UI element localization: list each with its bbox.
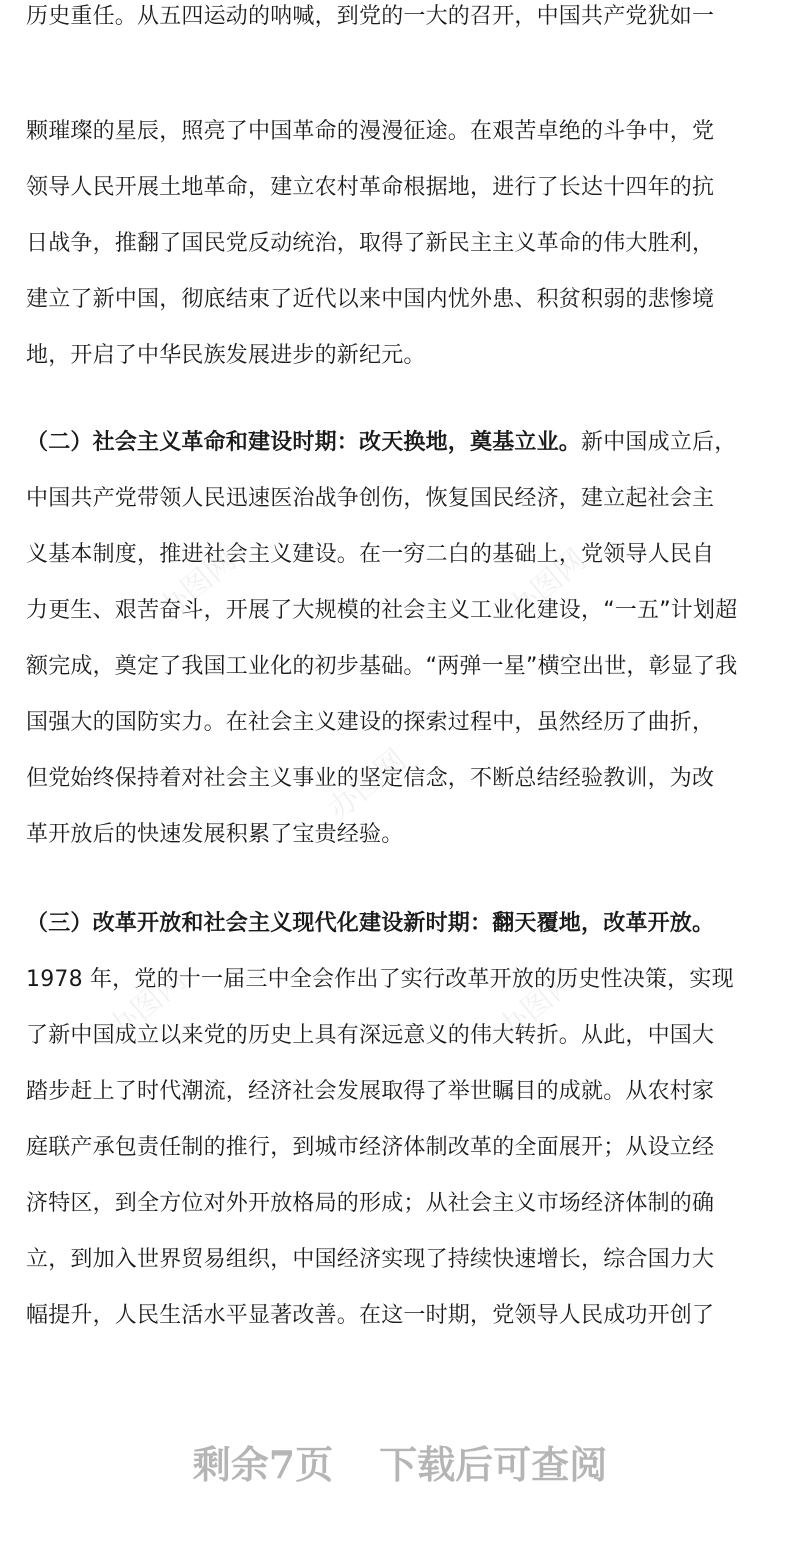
- watermark: 办图网: [151, 542, 243, 628]
- paragraph-line: 中国共产党带领人民迅速医治战争创伤，恢复国民经济，建立起社会主: [26, 486, 715, 511]
- watermark: 办图网: [321, 742, 413, 828]
- section-heading-line: [26, 428, 786, 458]
- paragraph-line: 了新中国成立以来党的历史上具有深远意义的伟大转折。从此，中国大: [26, 1023, 715, 1048]
- paragraph-line: 地，开启了中华民族发展进步的新纪元。: [26, 343, 426, 368]
- paragraph-line: 踏步赶上了时代潮流，经济社会发展取得了举世瞩目的成就。从农村家: [26, 1079, 715, 1104]
- paragraph-line: 济特区，到全方位对外开放格局的形成；从社会主义市场经济体制的确: [26, 1191, 715, 1216]
- paragraph-line: 额完成，奠定了我国工业化的初步基础。“两弹一星”横空出世，彰显了我: [26, 654, 738, 679]
- section-heading: （二）社会主义革命和建设时期：改天换地，奠基立业。: [26, 430, 582, 455]
- section-heading-line: [26, 909, 786, 939]
- paragraph-line: 1978 年，党的十一届三中全会作出了实行改革开放的历史性决策，实现: [26, 967, 734, 992]
- paragraph-line: 庭联产承包责任制的推行，到城市经济体制改革的全面展开；从设立经: [26, 1135, 715, 1160]
- paragraph-text: 新中国成立后，: [581, 430, 737, 455]
- remaining-pages-label: 剩余7页: [192, 1442, 334, 1487]
- paragraph-line: 但党始终保持着对社会主义事业的坚定信念，不断总结经验教训，为改: [26, 766, 715, 791]
- paragraph-line: 立，到加入世界贸易组织，中国经济实现了持续快速增长，综合国力大: [26, 1247, 715, 1272]
- section-heading: （三）改革开放和社会主义现代化建设新时期：翻天覆地，改革开放。: [26, 911, 715, 936]
- paragraph-line: 历史重任。从五四运动的呐喊，到党的一大的召开，中国共产党犹如一: [26, 4, 715, 29]
- paragraph-line: 义基本制度，推进社会主义建设。在一穷二白的基础上，党领导人民自: [26, 542, 715, 567]
- paragraph-line: 国强大的国防实力。在社会主义建设的探索过程中，虽然经历了曲折，: [26, 710, 715, 735]
- watermark: 办图网: [101, 962, 193, 1048]
- watermark: 办图网: [501, 542, 593, 628]
- paragraph-line: 革开放后的快速发展积累了宝贵经验。: [26, 822, 404, 847]
- paragraph-line: 领导人民开展土地革命，建立农村革命根据地，进行了长达十四年的抗: [26, 175, 715, 200]
- paragraph-line: 力更生、艰苦奋斗，开展了大规模的社会主义工业化建设，“一五”计划超: [26, 598, 738, 623]
- paragraph-line: 颗璀璨的星辰，照亮了中国革命的漫漫征途。在艰苦卓绝的斗争中，党: [26, 119, 715, 144]
- download-notice[interactable]: [0, 1440, 800, 1490]
- download-to-view-label: 下载后可查阅: [379, 1442, 608, 1487]
- paragraph-line: 幅提升，人民生活水平显著改善。在这一时期，党领导人民成功开创了: [26, 1303, 715, 1328]
- watermark: 办图网: [491, 962, 583, 1048]
- paragraph-line: 建立了新中国，彻底结束了近代以来中国内忧外患、积贫积弱的悲惨境: [26, 287, 715, 312]
- paragraph-line: 日战争，推翻了国民党反动统治，取得了新民主主义革命的伟大胜利，: [26, 231, 715, 256]
